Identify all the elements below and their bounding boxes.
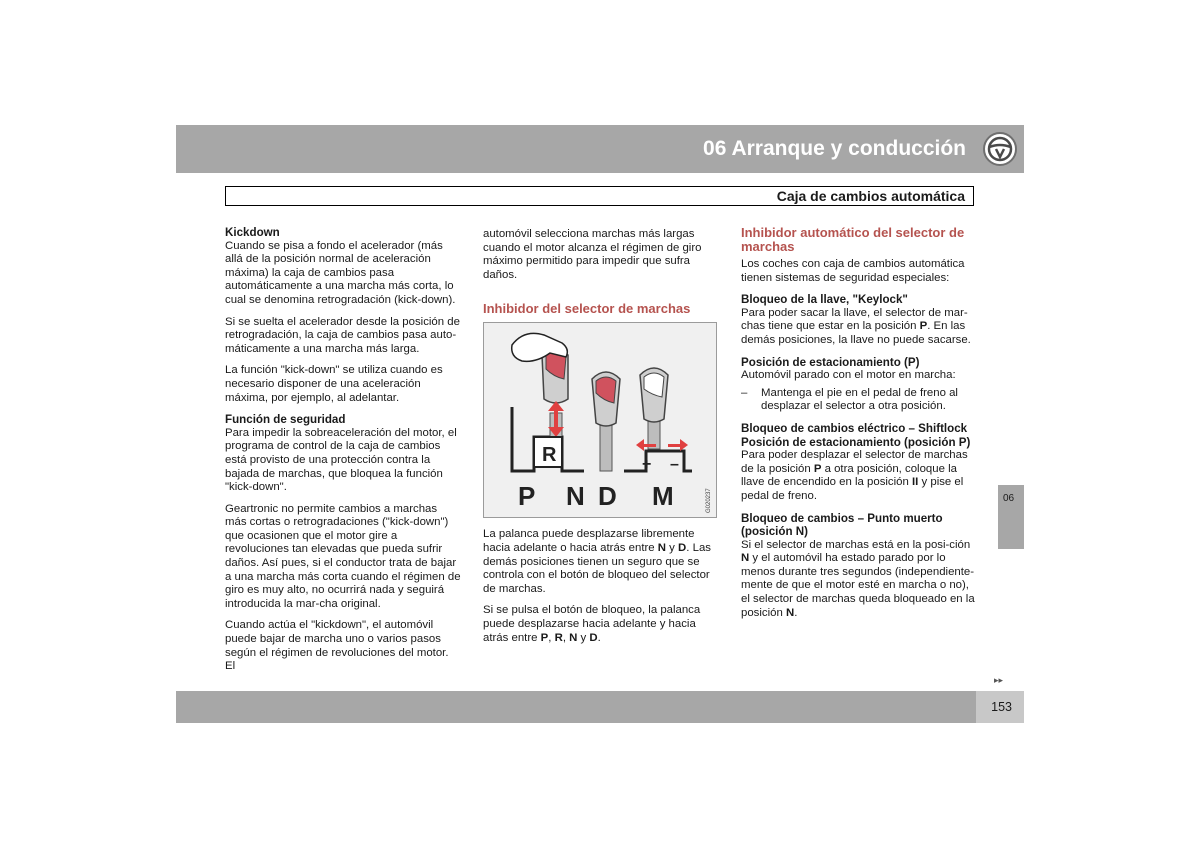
column-3	[741, 226, 977, 628]
gear-selector-illustration	[483, 322, 717, 518]
section-title: Caja de cambios automática	[776, 188, 965, 204]
page-number: 153	[991, 700, 1012, 714]
paragraph: Automóvil parado con el motor en marcha:	[741, 369, 956, 382]
chapter-title: 06 Arranque y conducción	[703, 137, 966, 160]
dash-list-item: – Mantenga el pie en el pedal de freno al desplazar el selector a otra posición.	[741, 386, 958, 413]
gear-knob-right	[640, 368, 668, 422]
automatic-inhibitor-heading: Inhibidor automático del selector de marchas	[741, 225, 965, 254]
paragraph: Geartronic no permite cambios a marchas más cortas o retrogradaciones ("kick-down") que ocasionen que el motor gire a revoluciones tan elevadas que pueda sufrir daños. Así pues, si el conductor trata de bajar a una marcha más corta cuando el régimen de giro es muy alto, no ocurrirá nada y seguirá introducida la mar-cha original.	[225, 502, 461, 610]
steering-wheel-icon	[982, 131, 1018, 167]
kickdown-heading: Kickdown	[225, 226, 280, 239]
gear-knob-middle	[592, 372, 620, 426]
chapter-side-tab	[998, 485, 1024, 549]
gear-letter-p: P	[518, 481, 536, 512]
figure-code: G020237	[706, 488, 712, 514]
paragraph: Si el selector de marchas está en la posi-ción N y el automóvil ha estado parado por lo menos durante tres segundos (independiente-mente de que el motor esté en marcha o no), el selector de marchas queda bloqueado en la posición N.	[741, 538, 975, 619]
paragraph: Cuando actúa el "kickdown", el automóvil puede bajar de marcha uno o varios pasos según el régimen de revoluciones del motor. El	[225, 619, 449, 673]
minus-label: –	[670, 456, 679, 474]
paragraph: Si se suelta el acelerador desde la posición de retrogradación, la caja de cambios pasa auto-máticamente a una marcha más larga.	[225, 315, 460, 355]
continue-arrows-icon: ▸▸	[994, 675, 1004, 685]
shiftlock-park-heading: Posición de estacionamiento (posición P)	[741, 435, 971, 449]
gear-knob-hand	[512, 334, 568, 404]
plus-label: +	[642, 456, 652, 474]
page-number-box	[976, 691, 1024, 723]
gear-letter-n: N	[566, 481, 585, 512]
paragraph: Para poder desplazar el selector de marchas de la posición P a otra posición, coloque la llave de encendido en la posición II y pise el pedal de freno.	[741, 449, 968, 502]
side-tab-label: 06	[1003, 493, 1015, 504]
paragraph: Para poder sacar la llave, el selector de mar-chas tiene que estar en la posición P. En las demás posiciones, la llave no puede sacarse.	[741, 306, 971, 346]
paragraph: Para impedir la sobreaceleración del motor, el programa de control de la caja de cambios está provisto de una protección contra la bajada de marchas, que bloquea la función "kick-down".	[225, 426, 457, 494]
paragraph: La función "kick-down" se utiliza cuando es necesario disponer de una aceleración máxima, por ejemplo, al adelantar.	[225, 364, 443, 404]
paragraph: Los coches con caja de cambios automática tienen sistemas de seguridad especiales:	[741, 258, 965, 284]
paragraph: La palanca puede desplazarse libremente hacia adelante o hacia atrás entre N y D. Las demás posiciones tienen un seguro que se controla con el botón de bloqueo del selector de marchas.	[483, 528, 711, 595]
parking-position-heading: Posición de estacionamiento (P)	[741, 355, 920, 369]
paragraph: Si se pulsa el botón de bloqueo, la palanca puede desplazarse hacia adelante y hacia atrás entre P, R, N y D.	[483, 604, 701, 644]
gear-letter-d: D	[598, 481, 617, 512]
section-header	[225, 186, 974, 206]
footer-bar	[176, 691, 1024, 723]
gear-letter-m: M	[652, 481, 674, 512]
column-1	[225, 226, 461, 682]
chapter-header-bar	[176, 125, 1024, 173]
neutral-lock-heading: Bloqueo de cambios – Punto muerto (posición N)	[741, 511, 943, 539]
safety-function-heading: Función de seguridad	[225, 413, 346, 427]
gear-selector-inhibitor-heading: Inhibidor del selector de marchas	[483, 301, 691, 317]
column-2	[483, 228, 719, 653]
gear-selector-diagram	[484, 323, 716, 517]
shiftlock-heading: Bloqueo de cambios eléctrico – Shiftlock	[741, 421, 968, 435]
reverse-label: R	[542, 444, 557, 467]
paragraph: automóvil selecciona marchas más largas cuando el motor alcanza el régimen de giro máximo permitido para impedir que sufra daños.	[483, 228, 702, 281]
left-right-arrow-icon	[636, 439, 688, 451]
keylock-heading: Bloqueo de la llave, "Keylock"	[741, 293, 908, 307]
paragraph: Cuando se pisa a fondo el acelerador (más allá de la posición normal de aceleración máxima) la caja de cambios pasa automáticamente a una marcha más corta, lo cual se denomina retrogradación (kick-down).	[225, 239, 456, 306]
